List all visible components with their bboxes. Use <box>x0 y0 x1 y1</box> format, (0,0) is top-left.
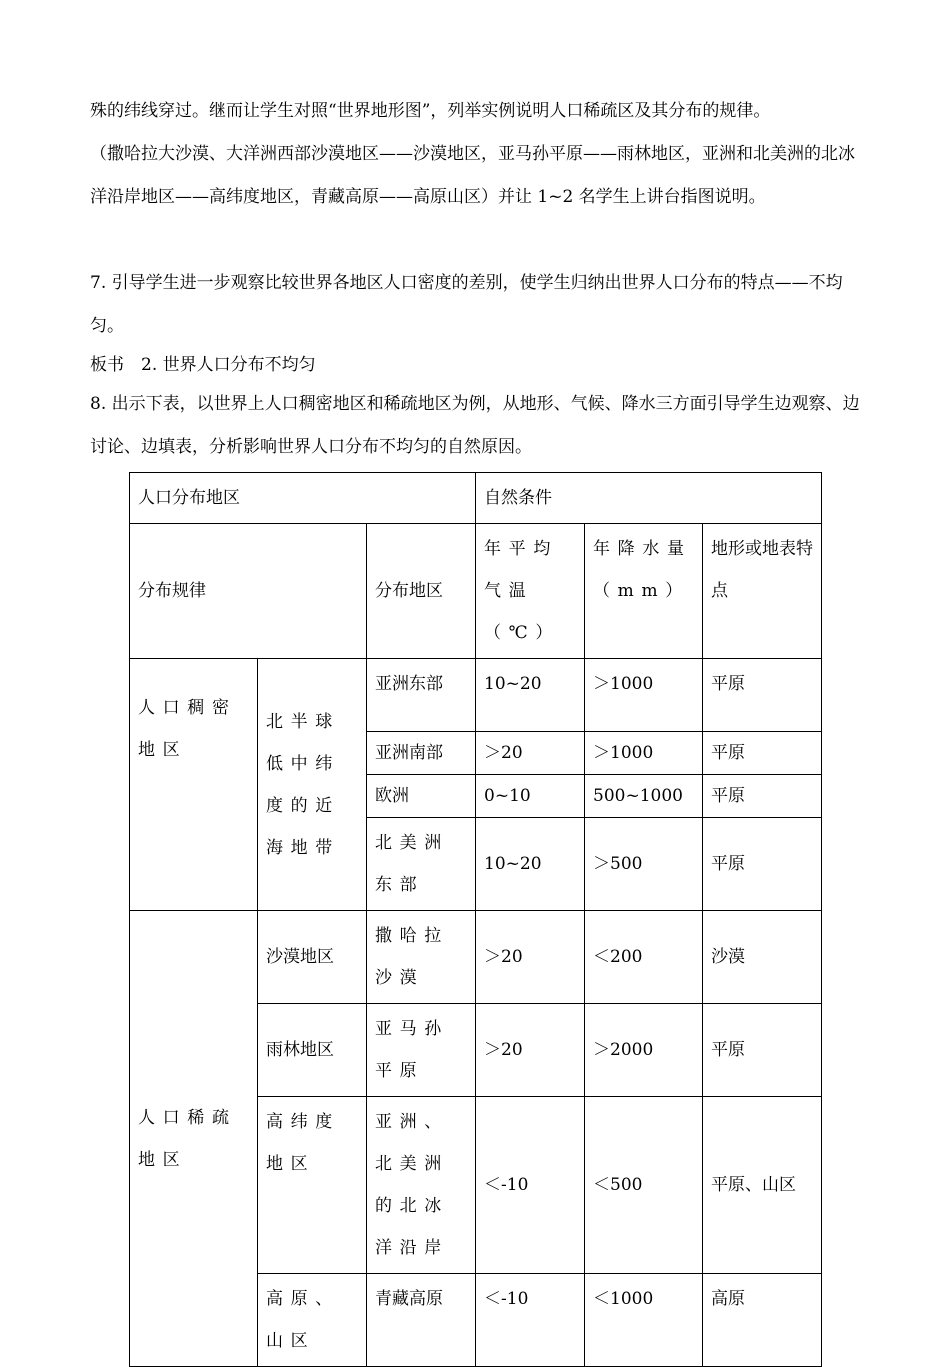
terrain-cell: 平原、山区 <box>703 1097 822 1274</box>
rule-cell: 雨林地区 <box>258 1004 367 1097</box>
terrain-cell: 高原 <box>703 1274 822 1367</box>
precipitation-cell: ＞500 <box>585 818 703 911</box>
rule-cell: 高原、山区 <box>258 1274 367 1367</box>
terrain-cell: 沙漠 <box>703 911 822 1004</box>
paragraph-step-8: 8. 出示下表，以世界上人口稠密地区和稀疏地区为例，从地形、气候、降水三方面引导学生边观察、边讨论、边填表，分析影响世界人口分布不均匀的自然原因。 <box>90 394 860 457</box>
area-cell: 北美洲东部 <box>367 818 476 911</box>
header-natural-conditions: 自然条件 <box>476 473 822 524</box>
temperature-cell: 0~10 <box>476 775 585 818</box>
table-row <box>130 659 822 732</box>
temperature-cell: ＜-10 <box>476 1097 585 1274</box>
header-precipitation: 年降水量（mm） <box>585 524 703 659</box>
precipitation-cell: ＞1000 <box>585 732 703 775</box>
area-cell: 青藏高原 <box>367 1274 476 1367</box>
header-region: 人口分布地区 <box>130 473 476 524</box>
temperature-cell: 10~20 <box>476 659 585 732</box>
temperature-cell: ＞20 <box>476 1004 585 1097</box>
paragraph-continuation: 殊的纬线穿过。继而让学生对照“世界地形图”，列举实例说明人口稀疏区及其分布的规律。 <box>90 101 771 121</box>
area-cell: 亚洲南部 <box>367 732 476 775</box>
header-area: 分布地区 <box>367 524 476 659</box>
area-cell: 欧洲 <box>367 775 476 818</box>
area-cell: 亚洲东部 <box>367 659 476 732</box>
area-cell: 撒哈拉沙漠 <box>367 911 476 1004</box>
area-cell: 亚洲、北美洲的北冰洋沿岸 <box>367 1097 476 1274</box>
paragraph-examples: （撒哈拉大沙漠、大洋洲西部沙漠地区——沙漠地区，亚马孙平原——雨林地区，亚洲和北美洲的北冰洋沿岸地区——高纬度地区，青藏高原——高原山区）并让 1~2 名学生上讲台指图说明。 <box>90 144 855 207</box>
population-distribution-table <box>129 472 822 1367</box>
terrain-cell: 平原 <box>703 818 822 911</box>
area-cell: 亚马孙平原 <box>367 1004 476 1097</box>
precipitation-cell: 500~1000 <box>585 775 703 818</box>
paragraph-step-7: 7. 引导学生进一步观察比较世界各地区人口密度的差别，使学生归纳出世界人口分布的特点——不均匀。 <box>90 273 843 336</box>
rule-cell: 高纬度地区 <box>258 1097 367 1274</box>
precipitation-cell: ＜200 <box>585 911 703 1004</box>
precipitation-cell: ＜1000 <box>585 1274 703 1367</box>
terrain-cell: 平原 <box>703 659 822 732</box>
dense-region-rule: 北半球低中纬度的近海地带 <box>258 659 367 911</box>
header-rule: 分布规律 <box>130 524 367 659</box>
temperature-cell: ＜-10 <box>476 1274 585 1367</box>
header-terrain: 地形或地表特点 <box>703 524 822 659</box>
precipitation-cell: ＞1000 <box>585 659 703 732</box>
header-temperature: 年平均气温（℃） <box>476 524 585 659</box>
table-subheader-row <box>130 524 822 659</box>
paragraph-board-note: 板书 2. 世界人口分布不均匀 <box>90 355 316 375</box>
precipitation-cell: ＞2000 <box>585 1004 703 1097</box>
terrain-cell: 平原 <box>703 732 822 775</box>
sparse-region-label: 人口稀疏地区 <box>130 911 258 1367</box>
temperature-cell: ＞20 <box>476 911 585 1004</box>
table-header-row <box>130 473 822 524</box>
dense-region-label: 人口稠密地区 <box>130 659 258 911</box>
terrain-cell: 平原 <box>703 1004 822 1097</box>
precipitation-cell: ＜500 <box>585 1097 703 1274</box>
table-row <box>130 911 822 1004</box>
temperature-cell: 10~20 <box>476 818 585 911</box>
rule-cell: 沙漠地区 <box>258 911 367 1004</box>
terrain-cell: 平原 <box>703 775 822 818</box>
temperature-cell: ＞20 <box>476 732 585 775</box>
